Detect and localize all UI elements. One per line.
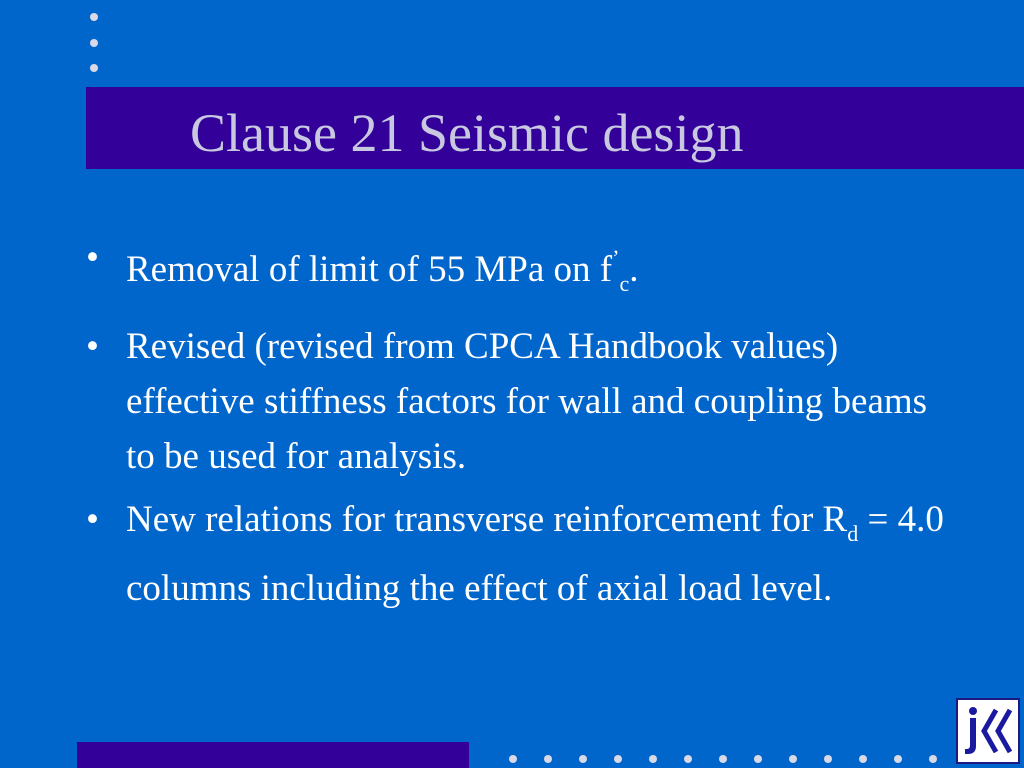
bullet-mark: • <box>86 326 99 367</box>
decor-dot <box>649 755 657 763</box>
bullet-mark: • <box>86 499 99 540</box>
decor-dot <box>929 755 937 763</box>
decor-dot <box>824 755 832 763</box>
decor-dot <box>90 64 98 72</box>
decor-dot <box>754 755 762 763</box>
bullet-item <box>86 492 956 616</box>
decor-dot <box>544 755 552 763</box>
slide-title: Clause 21 Seismic design <box>190 103 744 163</box>
jk-logo-graphic <box>958 700 1018 762</box>
bullet-mark: • <box>86 237 99 278</box>
decor-dot <box>859 755 867 763</box>
bullet-text: Removal of limit of 55 MPa on $f^’_c$. <box>126 245 639 296</box>
decor-dot <box>509 755 517 763</box>
bullet-item <box>86 230 956 311</box>
bottom-band <box>77 742 469 768</box>
decor-dot <box>614 755 622 763</box>
decor-dot <box>719 755 727 763</box>
jk-logo-icon <box>956 698 1020 764</box>
bullet-text: New relations for transverse reinforcement for $R_d = 4.0$ columns including the effect of axial load level. <box>126 499 944 609</box>
decor-dot <box>789 755 797 763</box>
decor-dot <box>894 755 902 763</box>
decor-dot <box>579 755 587 763</box>
bullet-item <box>86 319 956 484</box>
decor-dot <box>90 39 98 47</box>
bullet-text: Revised (revised from CPCA Handbook values) effective stiffness factors for wall and coupling beams to be used for analysis. <box>126 326 928 477</box>
bullet-list <box>86 230 956 624</box>
decor-dot <box>90 13 98 21</box>
decor-dot <box>684 755 692 763</box>
